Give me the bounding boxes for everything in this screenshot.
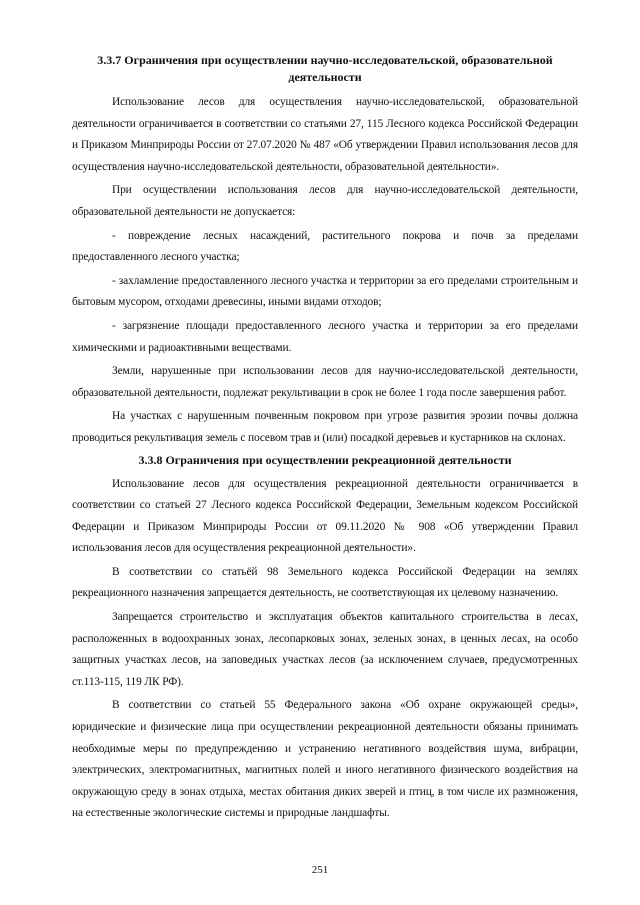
paragraph-land-code-98: В соответствии со статьёй 98 Земельного кодекса Российской Федерации на землях рекреационного назначения запрещается деятельность, не соответствующая их целевому назначению.: [72, 565, 578, 600]
paragraph-legal-basis-recreation: Использование лесов для осуществления рекреационной деятельности ограничивается в соответствии со статьей 27 Лесного кодекса Российской Федерации, Земельным кодексом Российской Федерации и Приказом Минприроды России от 09.11.2020 № 908 «Об утверждении Правил использования лесов для осуществления рекреационной деятельности».: [72, 477, 578, 555]
list-item-littering: - захламление предоставленного лесного участка и территории за его пределами строительным и бытовым мусором, отходами древесины, иными видами отходов;: [72, 274, 578, 309]
paragraph-construction-ban: Запрещается строительство и эксплуатация объектов капитального строительства в лесах, расположенных в водоохранных зонах, лесопарковых зонах, зеленых зонах, в ценных лесах, на особо защитных участках лесов, на заповедных участках лесов (за исключением случаев, предусмотренных ст.113-115, 119 ЛК РФ).: [72, 611, 578, 688]
paragraph-recultivation-term: Земли, нарушенные при использовании лесов для научно-исследовательской деятельности, образовательной деятельности, подлежат рекультивации в срок не более 1 года после завершения работ.: [72, 365, 578, 399]
paragraph-erosion-recultivation: На участках с нарушенным почвенным покровом при угрозе развития эрозии почвы должна проводиться рекультивация земель с посевом трав и (или) посадкой деревьев и кустарников на склонах.: [72, 410, 578, 444]
list-item-damage: - повреждение лесных насаждений, растительного покрова и почв за пределами предоставленного лесного участка;: [72, 229, 578, 264]
list-item-pollution: - загрязнение площади предоставленного лесного участка и территории за его пределами химическими и радиоактивными веществами.: [72, 319, 578, 354]
section-heading-3-3-8: 3.3.8 Ограничения при осуществлении рекреационной деятельности: [138, 452, 512, 467]
page-number: 251: [311, 864, 329, 876]
paragraph-prohibitions-intro: При осуществлении использования лесов для научно-исследовательской деятельности, образовательной деятельности не допускается:: [72, 184, 578, 218]
paragraph-legal-basis-research: Использование лесов для осуществления научно-исследовательской, образовательной деятельности ограничивается в соответствии со статьями 27, 115 Лесного кодекса Российской Федерации и Приказом Минприроды России от 27.07.2020 № 487 «Об утверждении Правил использования лесов для осуществления научно-исследовательской деятельности, образовательной деятельности».: [72, 96, 578, 173]
document-page: [72, 52, 578, 827]
section-heading-3-3-7: 3.3.7 Ограничения при осуществлении научно-исследовательской, образовательной деятельности: [97, 53, 553, 84]
paragraph-environmental-protection: В соответствии со статьей 55 Федерального закона «Об охране окружающей среды», юридические и физические лица при осуществлении рекреационной деятельности обязаны принимать необходимые меры по предупреждению и устранению негативного воздействия шума, вибрации, электрических, электромагнитных, магнитных полей и иного негативного физического воздействия на окружающую среду в зонах отдыха, местах обитания диких зверей и птиц, в том числе их размножения, на естественные экологические системы и природные ландшафты.: [72, 699, 578, 820]
